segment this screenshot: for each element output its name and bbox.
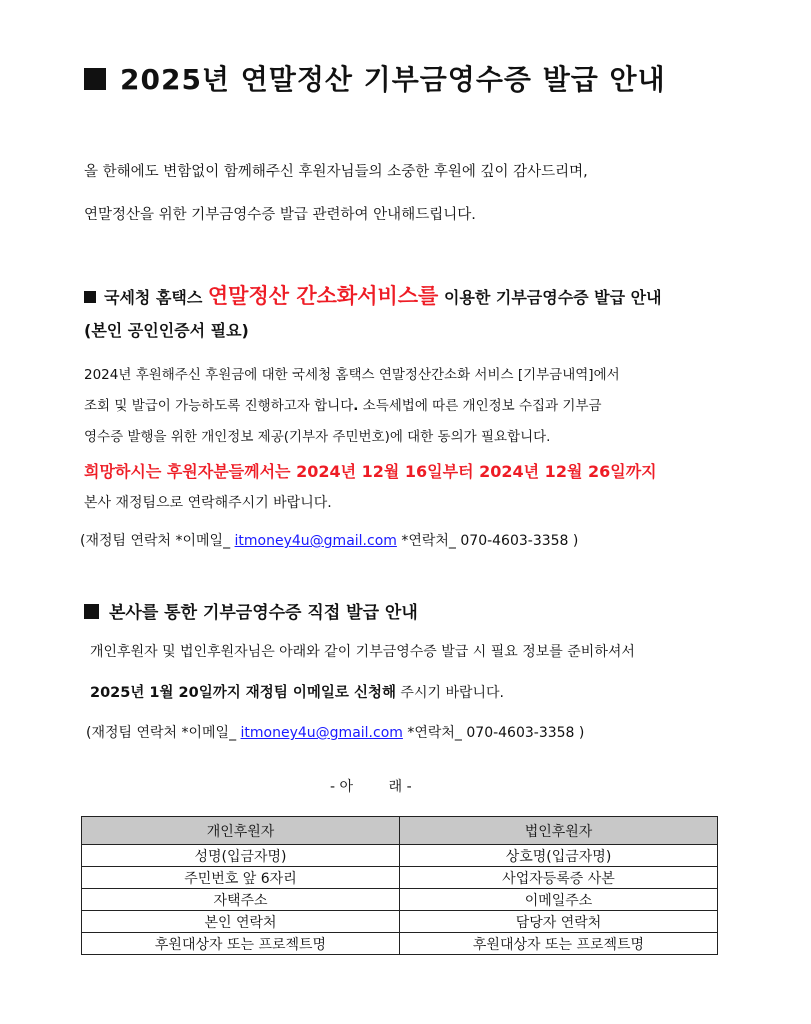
section1-heading-highlight: 연말정산 간소화서비스를 bbox=[207, 284, 439, 308]
section2-deadline-bold: 2025년 1월 20일까지 재정팀 이메일로 신청해 bbox=[90, 685, 396, 701]
section1-body-line-2-dot: . bbox=[353, 398, 359, 414]
table-header-row bbox=[82, 817, 718, 845]
requirements-table bbox=[81, 816, 718, 955]
table-row bbox=[82, 889, 718, 911]
section1-deadline: 희망하시는 후원자분들께서는 2024년 12월 16일부터 2024년 12월 26일까지 bbox=[84, 462, 657, 481]
table-cell: 이메일주소 bbox=[400, 889, 718, 911]
table-cell: 후원대상자 또는 프로젝트명 bbox=[400, 933, 718, 955]
square-bullet-icon bbox=[84, 604, 99, 619]
table-header-individual: 개인후원자 bbox=[82, 817, 400, 845]
contact-suffix: *연락처_ 070-4603-3358 ) bbox=[402, 725, 585, 741]
section2-heading-text: 본사를 통한 기부금영수증 직접 발급 안내 bbox=[109, 603, 418, 623]
table-row bbox=[82, 867, 718, 889]
section2-body-line-1: 개인후원자 및 법인후원자님은 아래와 같이 기부금영수증 발급 시 필요 정보를 준비하셔서 bbox=[90, 644, 635, 660]
table-row bbox=[82, 911, 718, 933]
section1-contact bbox=[80, 530, 578, 550]
below-label: - 아 래 - bbox=[330, 779, 412, 795]
section1-body-line-2-a: 조회 및 발급이 가능하도록 진행하고자 합니다 bbox=[84, 398, 354, 414]
square-bullet-icon bbox=[84, 291, 96, 303]
section1-body-line-2-b: 소득세법에 따른 개인정보 수집과 기부금 bbox=[358, 398, 602, 414]
email-link[interactable]: itmoney4u@gmail.com bbox=[240, 725, 403, 741]
table-cell: 본인 연락처 bbox=[82, 911, 400, 933]
intro-line-1: 올 한해에도 변함없이 함께해주신 후원자님들의 소중한 후원에 깊이 감사드리며, bbox=[84, 164, 588, 180]
table-row bbox=[82, 933, 718, 955]
section2-contact bbox=[86, 722, 584, 742]
table-row bbox=[82, 845, 718, 867]
table-cell: 주민번호 앞 6자리 bbox=[82, 867, 400, 889]
section1-body-line-2 bbox=[84, 394, 602, 414]
table-cell: 자택주소 bbox=[82, 889, 400, 911]
section1-body-line-1: 2024년 후원해주신 후원금에 대한 국세청 홈택스 연말정산간소화 서비스 [기부금내역]에서 bbox=[84, 367, 620, 383]
section1-heading-pre: 국세청 홈택스 bbox=[104, 288, 203, 307]
table-cell: 후원대상자 또는 프로젝트명 bbox=[82, 933, 400, 955]
square-bullet-icon bbox=[84, 68, 106, 90]
section2-deadline-rest: 주시기 바랍니다. bbox=[395, 685, 504, 701]
table-cell: 상호명(입금자명) bbox=[400, 845, 718, 867]
page-title-text: 2025년 연말정산 기부금영수증 발급 안내 bbox=[120, 63, 666, 96]
page-title bbox=[84, 58, 666, 98]
section2-heading bbox=[84, 598, 418, 623]
contact-prefix: (재정팀 연락처 *이메일_ bbox=[80, 533, 235, 549]
email-link[interactable]: itmoney4u@gmail.com bbox=[234, 533, 397, 549]
section1-heading-line2: (본인 공인인증서 필요) bbox=[84, 321, 249, 340]
section1-body-line-3: 영수증 발행을 위한 개인정보 제공(기부자 주민번호)에 대한 동의가 필요합니다. bbox=[84, 429, 551, 445]
section1-heading bbox=[84, 280, 662, 310]
table-cell: 성명(입금자명) bbox=[82, 845, 400, 867]
contact-suffix: *연락처_ 070-4603-3358 ) bbox=[396, 533, 579, 549]
section2-deadline-line bbox=[90, 681, 504, 702]
section1-contact-request: 본사 재정팀으로 연락해주시기 바랍니다. bbox=[84, 495, 332, 511]
intro-line-2: 연말정산을 위한 기부금영수증 발급 관련하여 안내해드립니다. bbox=[84, 207, 476, 223]
table-cell: 담당자 연락처 bbox=[400, 911, 718, 933]
contact-prefix: (재정팀 연락처 *이메일_ bbox=[86, 725, 241, 741]
table-header-corporate: 법인후원자 bbox=[400, 817, 718, 845]
section1-heading-post: 이용한 기부금영수증 발급 안내 bbox=[443, 288, 662, 307]
table-cell: 사업자등록증 사본 bbox=[400, 867, 718, 889]
